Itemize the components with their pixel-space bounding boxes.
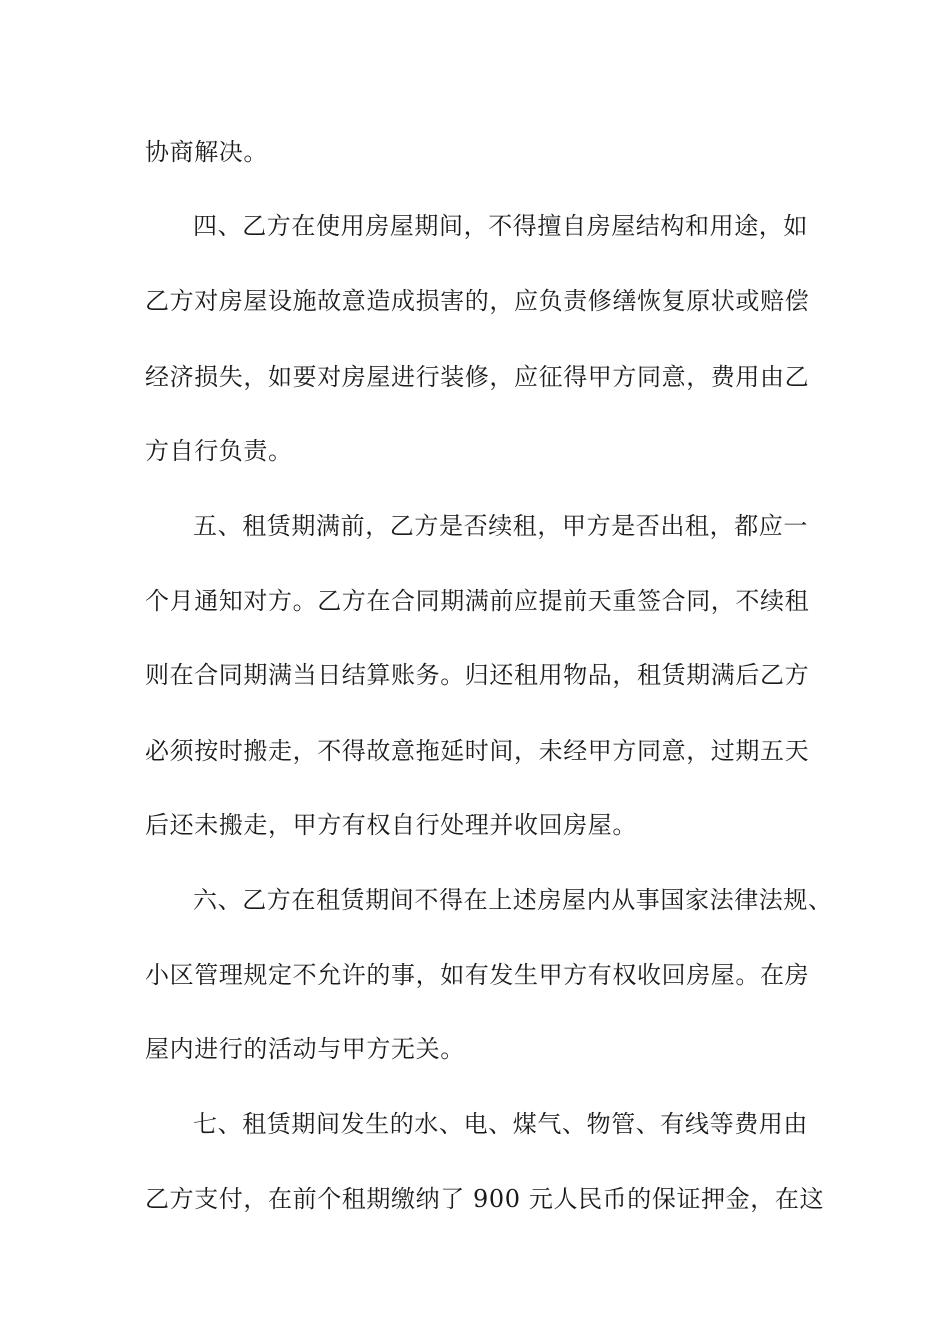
text-line: 小区管理规定不允许的事，如有发生甲方有权收回房屋。在房 [145, 961, 810, 989]
text-line: 则在合同期满当日结算账务。归还租用物品，租赁期满后乙方 [145, 661, 810, 689]
text-line: 协商解决。 [145, 138, 268, 166]
text-line: 乙方支付，在前个租期缴纳了 900 元人民币的保证押金，在这 [145, 1185, 825, 1213]
text-line: 乙方对房屋设施故意造成损害的，应负责修缮恢复原状或赔偿 [145, 287, 810, 315]
text-line: 方自行负责。 [145, 437, 293, 465]
text-line: 必须按时搬走，不得故意拖延时间，未经甲方同意，过期五天 [145, 737, 810, 765]
text-line: 后还未搬走，甲方有权自行处理并收回房屋。 [145, 811, 637, 839]
clause-6-line: 六、乙方在租赁期间不得在上述房屋内从事国家法律法规、 [193, 886, 833, 914]
clause-7-line: 七、租赁期间发生的水、电、煤气、物管、有线等费用由 [193, 1110, 808, 1138]
text-line: 经济损失，如要对房屋进行装修，应征得甲方同意，费用由乙 [145, 363, 810, 391]
text-line: 屋内进行的活动与甲方无关。 [145, 1035, 465, 1063]
clause-5-line: 五、租赁期满前，乙方是否续租，甲方是否出租，都应一 [193, 512, 808, 540]
clause-4-line: 四、乙方在使用房屋期间，不得擅自房屋结构和用途，如 [193, 212, 808, 240]
text-line: 个月通知对方。乙方在合同期满前应提前天重签合同，不续租 [145, 587, 810, 615]
